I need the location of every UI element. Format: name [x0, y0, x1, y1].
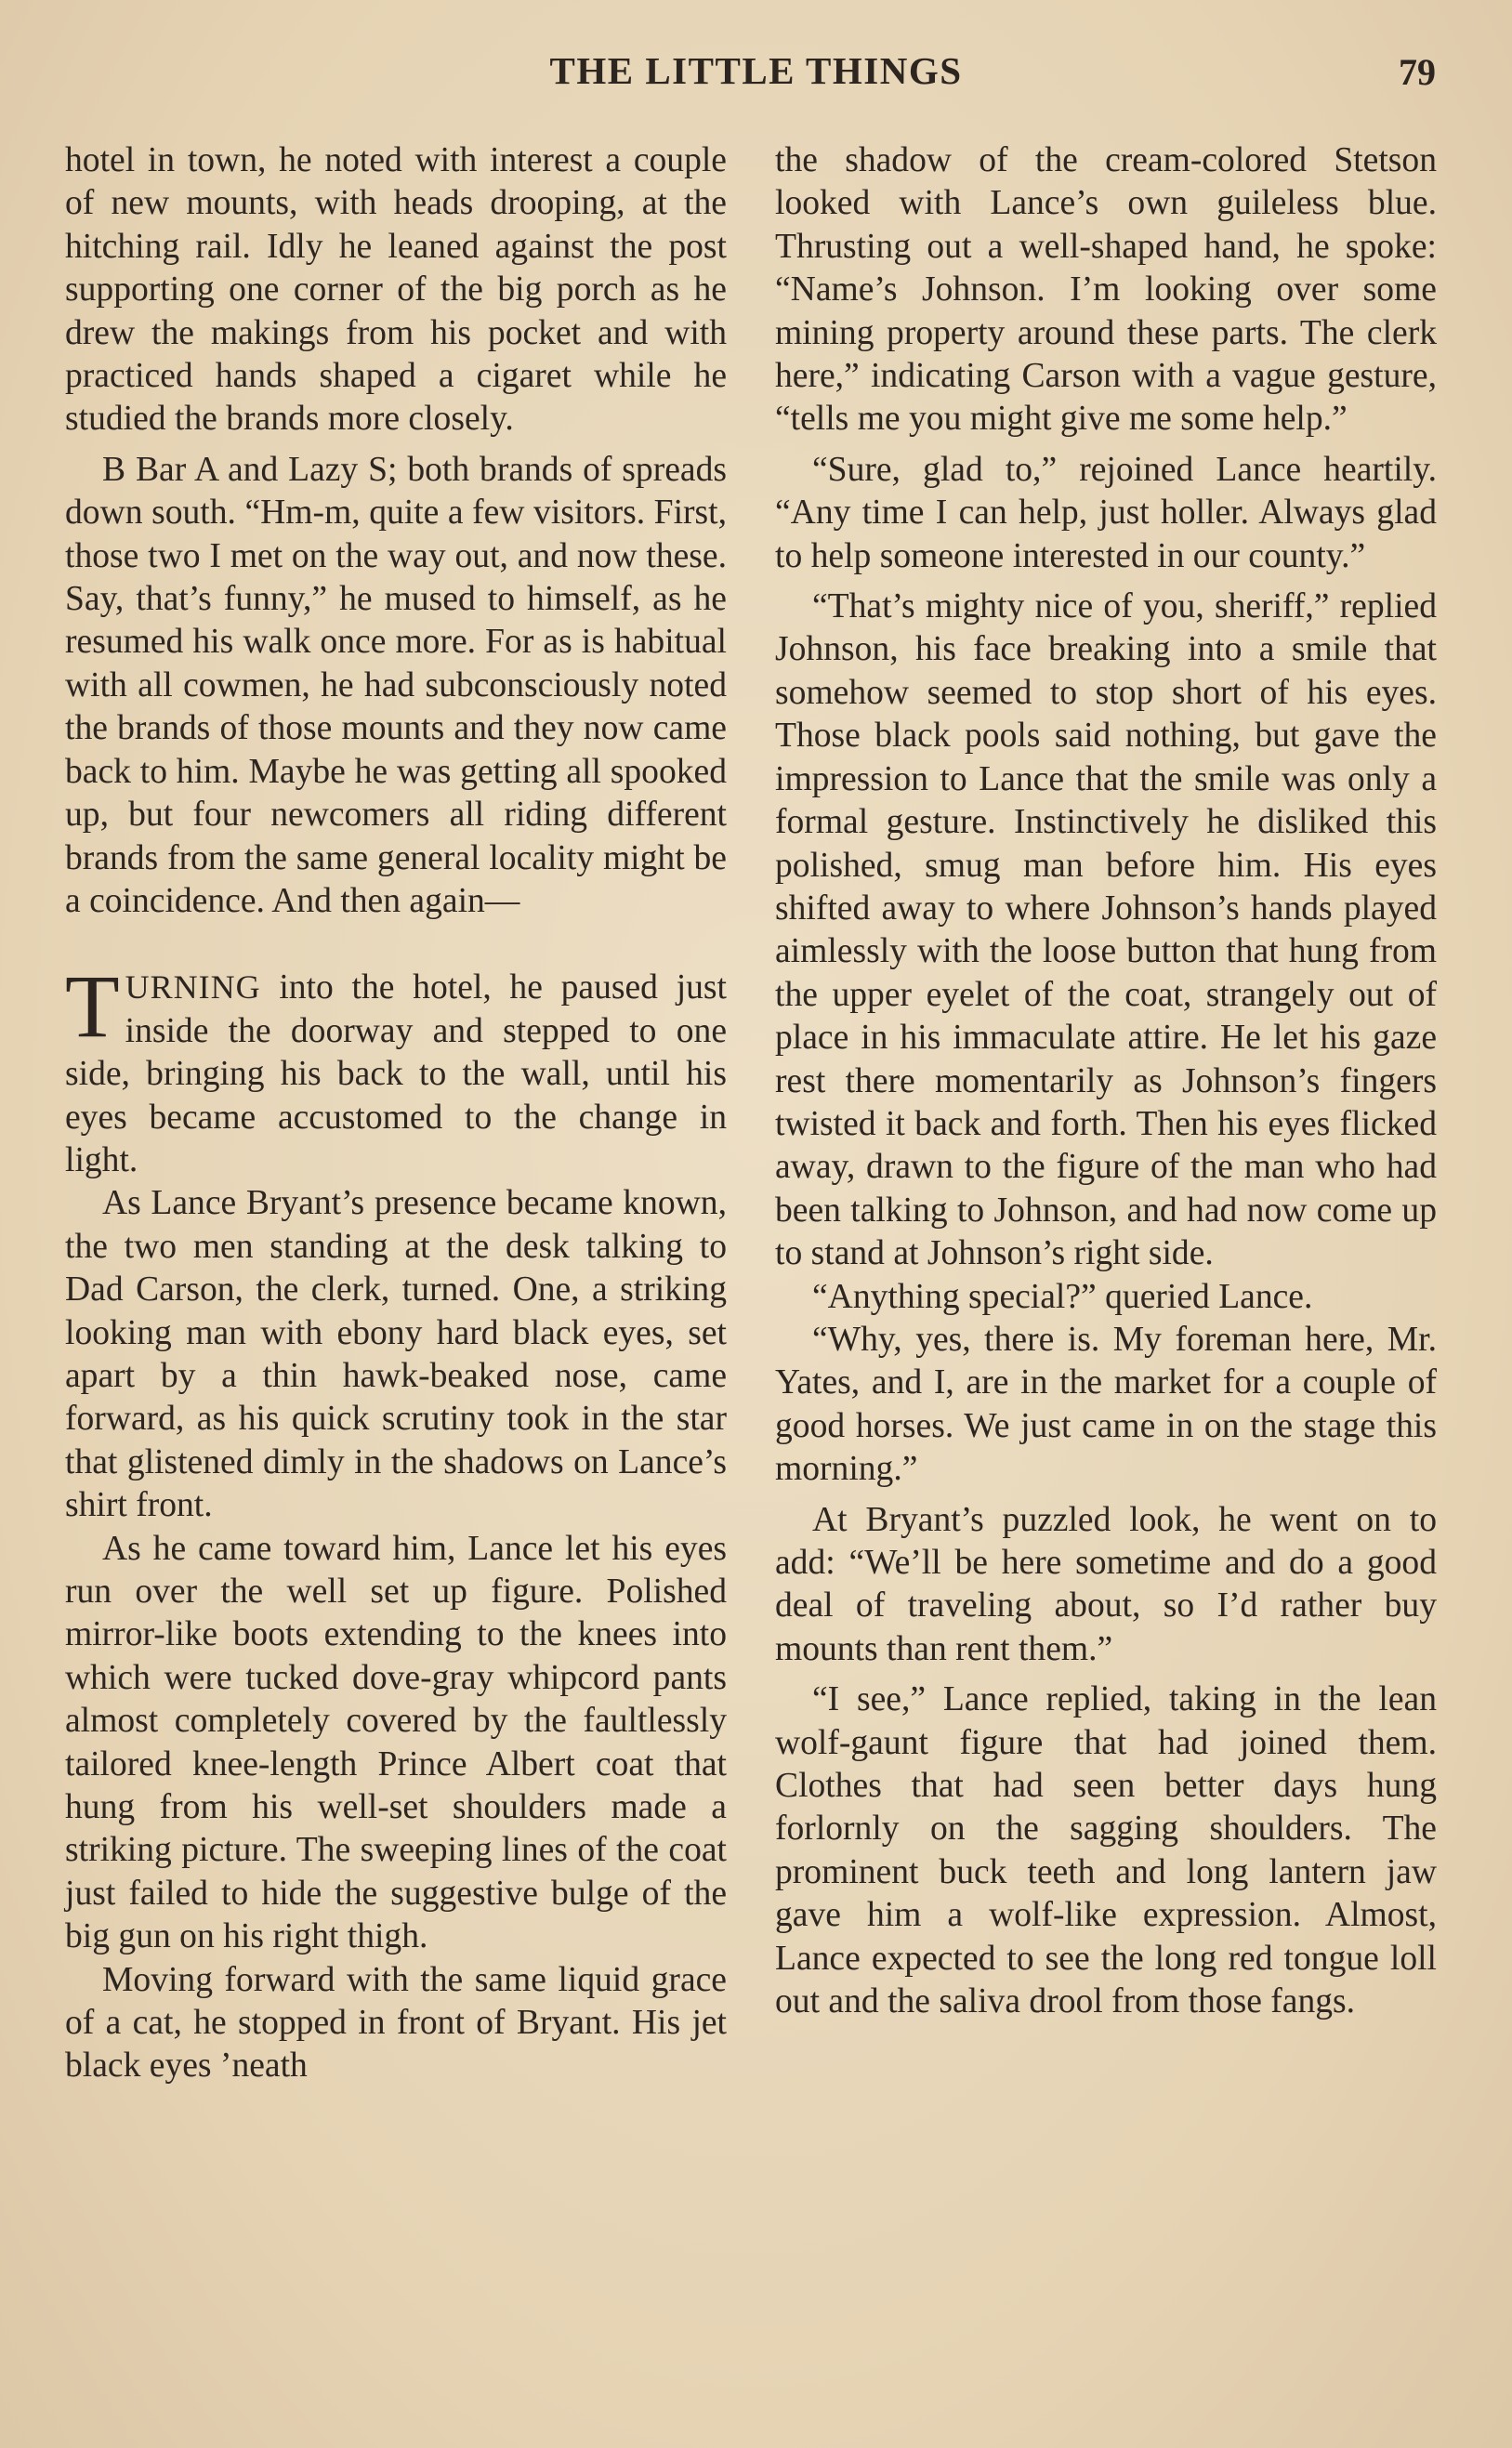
- paragraph: “Sure, glad to,” rejoined Lance heartily. “Any time I can help, just holler. Always glad to help someone interested in our county.”: [775, 450, 1437, 575]
- paragraph: the shadow of the cream-colored Stetson looked with Lance’s own guileless blue. Thrusting out a well-shaped hand, he spoke: “Name’s Johnson. I’m looking over some mining property around these parts. The clerk here,” indicating Carson with a vague gesture, “tells me you might give me some help.”: [775, 141, 1437, 439]
- paragraph: As Lance Bryant’s presence became known, the two men standing at the desk talking to Dad Carson, the clerk, turned. One, a striking looking man with ebony hard black eyes, set apart by a thin hawk-beaked nose, came forward, as his quick scrutiny took in the star that glistened dimly in the shadows on Lance’s shirt front.: [65, 1184, 727, 1525]
- right-column: [775, 139, 1437, 2023]
- drop-cap: T: [65, 956, 120, 1057]
- paragraph: “That’s mighty nice of you, sheriff,” replied Johnson, his face breaking into a smile that somehow seemed to stop short of his eyes. Those black pools said nothing, but gave the impression to Lance that the smile was only a formal gesture. Instinctively he disliked this polished, smug man before him. His eyes shifted away to where Johnson’s hands played aimlessly with the loose button that hung from the upper eyelet of the coat, strangely out of place in his immaculate attire. He let his gaze rest there momentarily as Johnson’s fingers twisted it back and forth. Then his eyes flicked away, drawn to the figure of the man who had been talking to Johnson, and had now come up to stand at Johnson’s right side.: [775, 587, 1437, 1273]
- paragraph: “Anything special?” queried Lance.: [812, 1277, 1313, 1316]
- paragraph: “Why, yes, there is. My foreman here, Mr. Yates, and I, are in the market for a couple of good horses. We just came in on the stage this morning.”: [775, 1320, 1437, 1489]
- paragraph: “I see,” Lance replied, taking in the lean wolf-gaunt figure that had joined them. Clothes that had seen better days hung forlornly on the sagging shoulders. The prominent buck teeth and long lantern jaw gave him a wolf-like expression. Almost, Lance expected to see the long red tongue loll out and the saliva drool from those fangs.: [775, 1680, 1437, 2021]
- paragraph: hotel in town, he noted with interest a couple of new mounts, with heads drooping, at the hitching rail. Idly he leaned against the post supporting one corner of the big porch as he drew the makings from his pocket and with practiced hands shaped a cigaret while he studied the brands more closely.: [65, 141, 727, 439]
- paragraph: B Bar A and Lazy S; both brands of spreads down south. “Hm-m, quite a few visitors. First, those two I met on the way out, and now these. Say, that’s funny,” he mused to himself, as he resumed his walk once more. For as is habitual with all cowmen, he had subconsciously noted the brands of those mounts and they now came back to him. Maybe he was getting all spooked up, but four newcomers all riding different brands from the same general locality might be a coincidence. And then again—: [65, 450, 727, 920]
- paragraph-text: into the hotel, he paused just inside the doorway and stepped to one side, bringing his back to the wall, until his eyes became accustomed to the change in light.: [65, 968, 727, 1179]
- paragraph: At Bryant’s puzzled look, he went on to add: “We’ll be here sometime and do a good deal of traveling about, so I’d rather buy mounts than rent them.”: [775, 1500, 1437, 1668]
- paragraph: Moving forward with the same liquid grace of a cat, he stopped in front of Bryant. His jet black eyes ’neath: [65, 1960, 727, 2086]
- drop-cap-paragraph: [65, 956, 727, 1182]
- section-break: [65, 923, 727, 966]
- paragraph: As he came toward him, Lance let his eyes run over the well set up figure. Polished mirror-like boots extending to the knees into which were tucked dove-gray whipcord pants almost completely covered by the faultlessly tailored knee-length Prince Albert coat that hung from his well-set shoulders made a striking picture. The sweeping lines of the coat just failed to hide the suggestive bulge of the big gun on his right thigh.: [65, 1529, 727, 1956]
- page-number: 79: [1399, 51, 1436, 93]
- left-column: [65, 139, 727, 2088]
- running-head: THE LITTLE THINGS: [549, 49, 963, 92]
- opening-word: URNING: [125, 968, 261, 1007]
